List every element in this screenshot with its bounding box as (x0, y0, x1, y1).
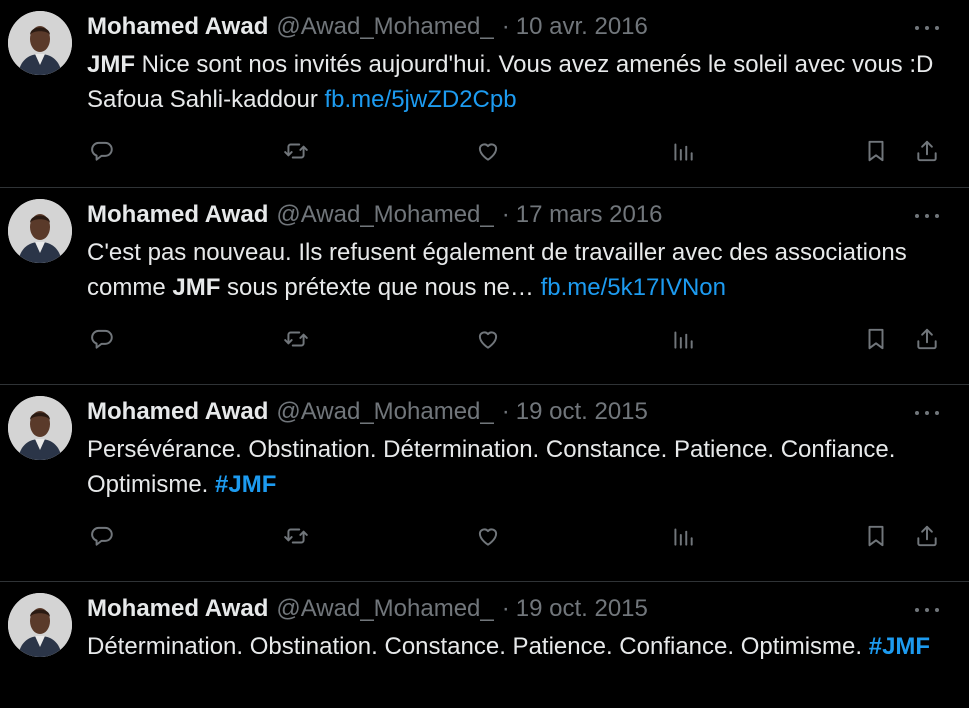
views-icon[interactable] (668, 521, 698, 551)
action-bar (0, 324, 969, 354)
tweet-link[interactable]: fb.me/5k17IVNon (540, 274, 726, 301)
author-name[interactable]: Mohamed Awad (87, 201, 269, 228)
share-icon[interactable] (912, 324, 942, 354)
separator: · (501, 13, 510, 40)
tweet-link[interactable]: fb.me/5jwZD2Cpb (324, 86, 517, 113)
separator: · (501, 398, 510, 425)
tweet-header (87, 397, 648, 427)
body-text: Persévérance. Obstination. Détermination. Constance. Patience. Confiance. Optimisme. (87, 436, 896, 498)
bookmark-icon[interactable] (861, 324, 891, 354)
reply-icon[interactable] (87, 136, 117, 166)
more-icon[interactable] (915, 403, 939, 423)
tweet-text (87, 432, 957, 502)
tweet-header (87, 594, 648, 624)
tweet-header (87, 200, 663, 230)
body-text: Détermination. Obstination. Constance. Patience. Confiance. Optimisme. (87, 633, 869, 660)
tweet-text (87, 235, 957, 305)
avatar[interactable] (8, 593, 72, 657)
avatar[interactable] (8, 199, 72, 263)
author-handle[interactable]: @Awad_Mohamed_ (276, 201, 494, 228)
bold-text: JMF (172, 274, 221, 301)
views-icon[interactable] (668, 324, 698, 354)
more-icon[interactable] (915, 206, 939, 226)
hashtag-link[interactable]: #JMF (215, 471, 277, 498)
like-icon[interactable] (473, 521, 503, 551)
bold-text: JMF (87, 51, 135, 78)
author-name[interactable]: Mohamed Awad (87, 398, 269, 425)
tweet[interactable] (0, 188, 969, 385)
tweet-date[interactable]: 10 avr. 2016 (515, 13, 648, 40)
tweet-header (87, 12, 648, 42)
action-bar (0, 521, 969, 551)
retweet-icon[interactable] (281, 136, 311, 166)
tweet-text (87, 47, 957, 117)
share-icon[interactable] (912, 136, 942, 166)
avatar[interactable] (8, 11, 72, 75)
tweet[interactable] (0, 0, 969, 188)
bookmark-icon[interactable] (861, 136, 891, 166)
bookmark-icon[interactable] (861, 521, 891, 551)
reply-icon[interactable] (87, 324, 117, 354)
separator: · (501, 201, 510, 228)
body-text: sous prétexte que nous ne… (220, 274, 541, 301)
author-name[interactable]: Mohamed Awad (87, 595, 269, 622)
action-bar (0, 136, 969, 166)
hashtag-link[interactable]: #JMF (868, 633, 931, 660)
tweet-date[interactable]: 17 mars 2016 (515, 201, 663, 228)
views-icon[interactable] (668, 136, 698, 166)
tweet-date[interactable]: 19 oct. 2015 (515, 398, 648, 425)
tweet[interactable] (0, 582, 969, 708)
body-text: C'est pas nouveau. Ils refusent également de travailler avec des associations comme (87, 239, 907, 301)
tweet-text (87, 629, 957, 664)
author-handle[interactable]: @Awad_Mohamed_ (276, 13, 494, 40)
separator: · (501, 595, 510, 622)
more-icon[interactable] (915, 600, 939, 620)
like-icon[interactable] (473, 136, 503, 166)
retweet-icon[interactable] (281, 521, 311, 551)
reply-icon[interactable] (87, 521, 117, 551)
author-handle[interactable]: @Awad_Mohamed_ (276, 595, 494, 622)
body-text: Nice sont nos invités aujourd'hui. Vous avez amenés le soleil avec vous :D Safoua Sahli-kaddour (87, 51, 934, 113)
tweet[interactable] (0, 385, 969, 582)
tweet-date[interactable]: 19 oct. 2015 (515, 595, 648, 622)
author-handle[interactable]: @Awad_Mohamed_ (276, 398, 494, 425)
retweet-icon[interactable] (281, 324, 311, 354)
author-name[interactable]: Mohamed Awad (87, 13, 269, 40)
more-icon[interactable] (915, 18, 939, 38)
like-icon[interactable] (473, 324, 503, 354)
share-icon[interactable] (912, 521, 942, 551)
avatar[interactable] (8, 396, 72, 460)
